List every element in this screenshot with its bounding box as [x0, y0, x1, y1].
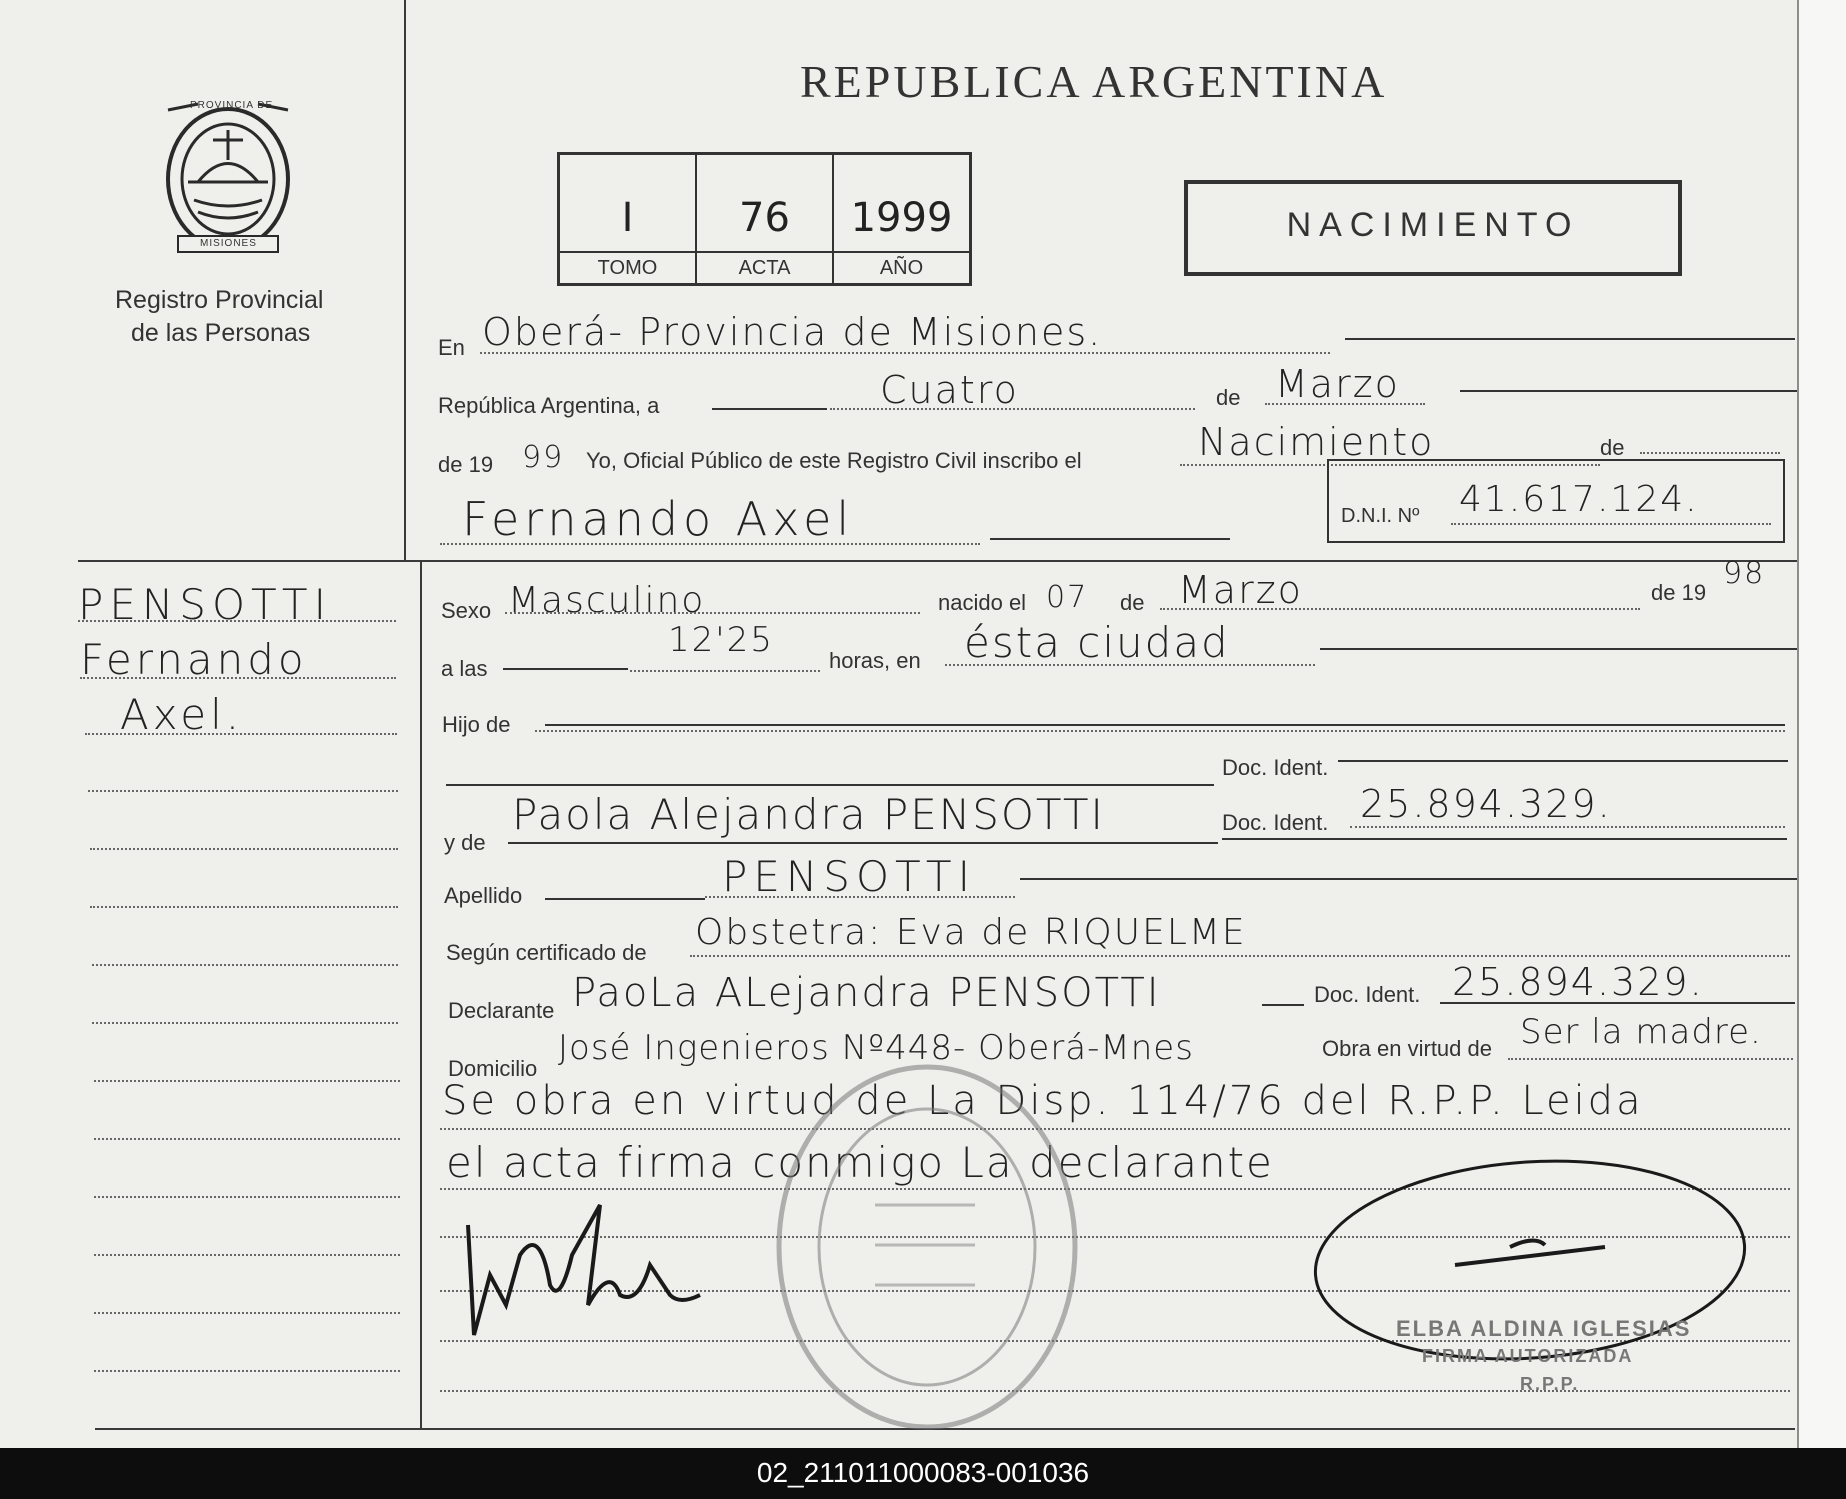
dni-box — [1327, 459, 1785, 543]
anio-label: de 19 — [1651, 580, 1707, 605]
domicilio-value: José Ingenieros Nº448- Oberá-Mnes — [558, 1028, 1194, 1068]
madre-doc-line — [1350, 826, 1785, 828]
header-divider — [78, 560, 1798, 562]
tomo-cell — [560, 155, 697, 283]
padre-doc-label: Doc. Ident. — [1222, 755, 1329, 780]
note-line-1: Se obra en virtud de La Disp. 114/76 del R.P.P. Leida — [442, 1078, 1644, 1124]
nacido-dia: 07 — [1046, 580, 1089, 615]
de-label: de — [1216, 385, 1241, 410]
dni-line — [1451, 523, 1771, 525]
sexo-label: Sexo — [441, 598, 492, 623]
authorized-title: FIRMA AUTORIZADA — [1422, 1346, 1634, 1366]
a-las-label: a las — [441, 656, 488, 681]
y-de-label: y de — [444, 830, 486, 855]
left-column-divider-lower — [420, 560, 422, 1430]
anio-value: 1999 — [850, 195, 953, 241]
acta-cell — [697, 155, 834, 283]
obra-label: Obra en virtud de — [1322, 1036, 1492, 1061]
authorized-office: R.P.P. — [1520, 1374, 1580, 1394]
margin-line-6 — [90, 906, 398, 908]
en-line-tail — [1345, 338, 1795, 340]
declarante-value: PaoLa ALejandra PENSOTTI — [572, 970, 1161, 1016]
lugar-line-tail — [1320, 648, 1800, 650]
sexo-value: Masculino — [508, 580, 706, 621]
margin-line-4 — [88, 790, 398, 792]
nombre-line — [440, 543, 980, 545]
tomo-value: I — [621, 195, 634, 241]
form-dots-4 — [440, 1390, 1790, 1392]
hijo-line — [545, 724, 1785, 726]
margin-line-9 — [94, 1080, 400, 1082]
apellido-line-1 — [545, 898, 705, 900]
declarante-doc-label: Doc. Ident. — [1314, 982, 1421, 1007]
hora-line — [630, 670, 820, 672]
page-title: REPUBLICA ARGENTINA — [800, 56, 1388, 107]
year-prefix-label: de 19 — [438, 452, 494, 477]
nacido-mes: Marzo — [1178, 568, 1303, 612]
seal-text-top: PROVINCIA DE — [190, 100, 274, 111]
lugar-line — [945, 664, 1315, 666]
mes-line-tail — [1460, 390, 1815, 392]
madre-line-under — [1222, 838, 1787, 840]
certificado-line — [690, 955, 1790, 957]
madre-doc-label: Doc. Ident. — [1222, 810, 1329, 835]
anio-label: AÑO — [834, 251, 969, 283]
hijo-label: Hijo de — [442, 712, 511, 737]
margin-line-1 — [78, 620, 396, 622]
de-label-2: de — [1600, 435, 1625, 460]
declarante-doc-value: 25.894.329. — [1452, 960, 1704, 1004]
year-suffix-value: 99 — [522, 440, 565, 475]
oficial-label: Yo, Oficial Público de este Registro Civil inscribo el — [586, 448, 1082, 473]
margin-middle-name: Axel. — [120, 690, 244, 739]
apellido-value: PENSOTTI — [722, 852, 976, 901]
registry-name-line2: de las Personas — [131, 319, 311, 347]
margin-line-2 — [80, 677, 396, 679]
official-round-stamp-icon — [765, 1055, 1090, 1440]
scan-page-edge — [1797, 0, 1846, 1448]
authorized-name: ELBA ALDINA IGLESIAS — [1396, 1316, 1692, 1341]
nacido-label: nacido el — [938, 590, 1027, 615]
en-line — [480, 352, 1330, 354]
margin-first-name: Fernando — [80, 635, 308, 684]
note-dots-1 — [440, 1128, 1790, 1130]
madre-doc-value: 25.894.329. — [1360, 782, 1612, 826]
left-column-divider — [404, 0, 406, 562]
margin-line-10 — [94, 1138, 400, 1140]
margin-line-3 — [85, 733, 397, 735]
margin-line-7 — [92, 964, 398, 966]
hora-line-1 — [503, 668, 628, 670]
record-type-label: NACIMIENTO — [1286, 206, 1580, 244]
acta-label: ACTA — [697, 251, 832, 283]
dni-label: D.N.I. Nº — [1341, 505, 1420, 527]
lugar-value: ésta ciudad — [964, 618, 1230, 667]
nombre-line-tail — [990, 538, 1230, 540]
declarante-line — [1262, 1004, 1304, 1006]
certificado-value: Obstetra: Eva de RIQUELME — [695, 912, 1247, 953]
en-value: Oberá- Provincia de Misiones. — [482, 310, 1103, 354]
apellido-line — [705, 896, 1015, 898]
margin-line-14 — [94, 1370, 400, 1372]
margin-line-13 — [94, 1312, 400, 1314]
segun-label: Según certificado de — [446, 940, 647, 965]
seal-text-bottom: MISIONES — [200, 238, 257, 249]
tomo-label: TOMO — [560, 251, 695, 283]
de-label-3: de — [1120, 590, 1145, 615]
hora-value: 12'25 — [668, 620, 774, 660]
anio-cell — [834, 155, 969, 283]
domicilio-label: Domicilio — [448, 1056, 538, 1081]
republica-label: República Argentina, a — [438, 393, 660, 418]
margin-line-5 — [90, 848, 398, 850]
dia-value: Cuatro — [880, 368, 1019, 412]
document-code: 02_211011000083-001036 — [756, 1457, 1090, 1488]
acta-value: 76 — [739, 195, 790, 241]
margin-surname: PENSOTTI — [78, 580, 332, 629]
obra-value: Ser la madre. — [1520, 1012, 1762, 1052]
nombre-value: Fernando Axel — [462, 492, 855, 546]
padre-doc-tail — [1338, 760, 1788, 762]
republica-line-1 — [712, 408, 827, 410]
province-seal-icon — [158, 100, 298, 258]
record-type-box — [1184, 180, 1682, 276]
note-line-2: el acta firma conmigo La declarante — [446, 1138, 1274, 1187]
mes-line — [1265, 403, 1425, 405]
obra-line — [1508, 1058, 1793, 1060]
madre-value: Paola Alejandra PENSOTTI — [512, 790, 1105, 839]
declarante-doc-line — [1440, 1002, 1795, 1004]
acto-line-tail — [1640, 452, 1780, 454]
dni-value: 41.617.124. — [1459, 479, 1699, 520]
registry-name-line1: Registro Provincial — [115, 286, 324, 314]
declarant-signature — [460, 1185, 710, 1345]
apellido-line-tail — [1020, 878, 1800, 880]
anio-value: 98 — [1723, 556, 1766, 591]
sexo-line — [505, 612, 920, 614]
acto-value: Nacimiento — [1198, 420, 1435, 464]
padre-doc-line — [446, 784, 1214, 786]
margin-line-11 — [94, 1196, 400, 1198]
margin-line-12 — [94, 1254, 400, 1256]
madre-line — [508, 842, 1218, 844]
dia-line — [830, 408, 1195, 410]
apellido-label: Apellido — [444, 883, 523, 908]
hijo-line-dots — [535, 730, 1785, 732]
mes-value: Marzo — [1275, 362, 1400, 406]
record-number-box — [557, 152, 972, 286]
declarante-label: Declarante — [448, 998, 555, 1023]
en-label: En — [438, 335, 465, 360]
margin-line-8 — [92, 1022, 398, 1024]
nacido-line — [1160, 608, 1640, 610]
horas-en-label: horas, en — [829, 648, 921, 673]
